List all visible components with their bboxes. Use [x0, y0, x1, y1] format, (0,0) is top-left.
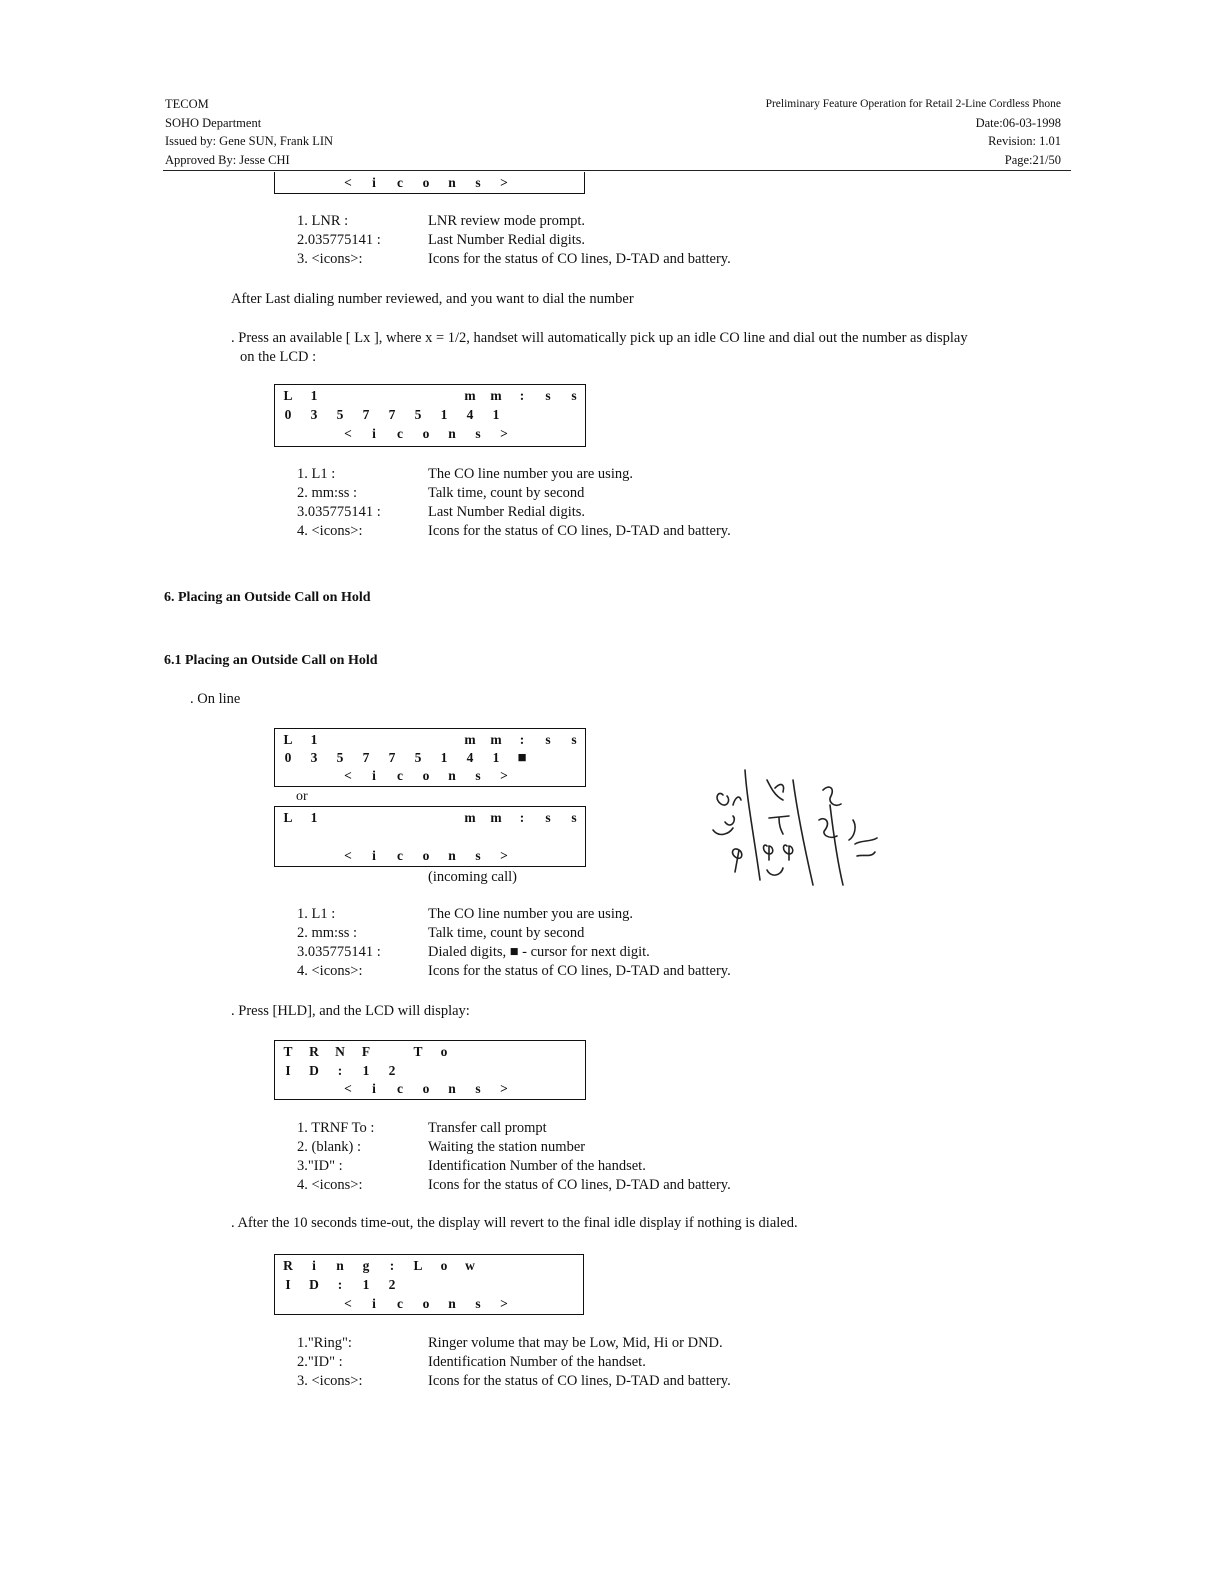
lcd-char: R: [283, 1258, 293, 1273]
lcd-char: :: [519, 732, 525, 747]
legend-key: 1. L1 :: [297, 466, 336, 482]
legend-value: Waiting the station number: [428, 1139, 586, 1155]
legend-key: 3.035775141 :: [297, 944, 381, 960]
legend-key: 1."Ring":: [297, 1335, 352, 1351]
legend-key: 2. mm:ss :: [297, 485, 358, 501]
legend-idle: [297, 1335, 857, 1395]
lcd-char: n: [448, 426, 456, 441]
lcd-char: :: [519, 810, 525, 825]
lcd-char: 3: [310, 407, 318, 422]
legend-key: 3. <icons>:: [297, 1373, 363, 1389]
legend-value: Identification Number of the handset.: [428, 1158, 646, 1174]
lcd-char: N: [335, 1044, 345, 1059]
legend-lnr: [297, 213, 857, 273]
lcd-char: n: [448, 1081, 456, 1096]
lcd-char: <: [344, 426, 352, 441]
lcd-display-lnr: [274, 172, 585, 194]
lcd-char: o: [422, 848, 430, 863]
lcd-char: m: [464, 810, 476, 825]
legend-value: Icons for the status of CO lines, D-TAD and battery.: [428, 251, 731, 267]
company-name: TECOM: [165, 97, 209, 111]
lcd-char: s: [475, 175, 481, 190]
legend-value: Ringer volume that may be Low, Mid, Hi or DND.: [428, 1335, 723, 1351]
lcd-display-transfer: [274, 1040, 586, 1100]
lcd-char: m: [490, 810, 502, 825]
lcd-char: s: [545, 810, 551, 825]
legend-value: Last Number Redial digits.: [428, 232, 586, 248]
lcd-char: <: [344, 768, 352, 783]
lcd-char: 7: [362, 750, 370, 765]
legend-transfer: [297, 1120, 857, 1200]
lcd-char: n: [448, 175, 456, 190]
lcd-char: >: [500, 768, 508, 783]
lcd-char: i: [372, 768, 376, 783]
lcd-char: L: [283, 810, 293, 825]
paragraph-press-lx: . Press an available [ Lx ], where x = 1/2, handset will automatically pick up an idle CO line and dial out the number as display: [231, 330, 968, 346]
lcd-char: 5: [336, 750, 344, 765]
lcd-char: >: [500, 175, 508, 190]
lcd-char: m: [490, 732, 502, 747]
legend-key: 1. LNR :: [297, 213, 349, 229]
legend-key: 4. <icons>:: [297, 1177, 363, 1193]
lcd-char: n: [448, 768, 456, 783]
lcd-char: s: [571, 732, 577, 747]
lcd-char: 5: [414, 407, 422, 422]
lcd-char: m: [464, 388, 476, 403]
paragraph-press-hld: . Press [HLD], and the LCD will display:: [231, 1003, 470, 1019]
lcd-char: <: [344, 1081, 352, 1096]
legend-value: Dialed digits, ■ - cursor for next digit.: [428, 944, 650, 960]
legend-value: The CO line number you are using.: [428, 466, 633, 482]
lcd-char: 1: [440, 407, 448, 422]
header-left: [165, 95, 525, 169]
lcd-char: s: [545, 732, 551, 747]
lcd-char: i: [372, 426, 376, 441]
lcd-char: o: [422, 768, 430, 783]
legend-key: 1. TRNF To :: [297, 1120, 375, 1136]
approved-by: Approved By: Jesse CHI: [165, 152, 290, 167]
lcd-char: s: [475, 768, 481, 783]
lcd-char: c: [397, 426, 403, 441]
lcd-char: g: [362, 1258, 370, 1273]
lcd-char: T: [413, 1044, 423, 1059]
paragraph-after-lnr: After Last dialing number reviewed, and you want to dial the number: [231, 291, 634, 307]
lcd-char: L: [413, 1258, 423, 1273]
issued-by: Issued by: Gene SUN, Frank LIN: [165, 134, 334, 148]
legend-value: Identification Number of the handset.: [428, 1354, 646, 1370]
lcd-char: i: [372, 848, 376, 863]
document-date: Date:06-03-1998: [975, 115, 1061, 130]
lcd-char: 0: [284, 407, 292, 422]
lcd-char: 2: [388, 1277, 396, 1292]
legend-redial: [297, 466, 857, 546]
lcd-char: 1: [310, 810, 318, 825]
lcd-char: s: [545, 388, 551, 403]
legend-key: 4. <icons>:: [297, 523, 363, 539]
lcd-display-incoming: [274, 806, 586, 867]
legend-value: Icons for the status of CO lines, D-TAD and battery.: [428, 1373, 731, 1389]
lcd-char: >: [500, 1081, 508, 1096]
lcd-char: m: [464, 732, 476, 747]
legend-key: 1. L1 :: [297, 906, 336, 922]
lcd-char: 1: [310, 388, 318, 403]
lcd-char: L: [283, 388, 293, 403]
lcd-char: s: [571, 388, 577, 403]
document-revision: Revision: 1.01: [988, 134, 1061, 148]
lcd-char: 7: [388, 750, 396, 765]
legend-key: 2.035775141 :: [297, 232, 381, 248]
lcd-char: :: [519, 388, 525, 403]
lcd-char: o: [422, 175, 430, 190]
lcd-display-redial: [274, 384, 586, 447]
lcd-char: i: [312, 1258, 316, 1273]
lcd-char: D: [309, 1277, 319, 1292]
lcd-char: <: [344, 848, 352, 863]
lcd-char: s: [475, 1081, 481, 1096]
lcd-display-on-line: [274, 728, 586, 787]
lcd-char: i: [372, 175, 376, 190]
lcd-cursor: ■: [517, 750, 527, 766]
legend-value: Transfer call prompt: [428, 1120, 547, 1136]
lcd-char: 5: [336, 407, 344, 422]
lcd-char: 1: [492, 407, 500, 422]
lcd-char: <: [344, 1296, 352, 1311]
legend-value: Icons for the status of CO lines, D-TAD and battery.: [428, 523, 731, 539]
lcd-char: 4: [466, 407, 474, 422]
lcd-char: I: [285, 1063, 291, 1078]
lcd-char: c: [397, 1296, 403, 1311]
lcd-char: s: [571, 810, 577, 825]
legend-key: 3. <icons>:: [297, 251, 363, 267]
handwritten-signature: [705, 760, 895, 890]
page-number: Page:21/50: [1004, 152, 1061, 167]
lcd-char: 2: [388, 1063, 396, 1078]
lcd-char: T: [283, 1044, 293, 1059]
section-heading-6-1: 6.1 Placing an Outside Call on Hold: [164, 653, 378, 668]
lcd-char: D: [309, 1063, 319, 1078]
lcd-char: i: [372, 1081, 376, 1096]
lcd-char: o: [440, 1044, 448, 1059]
lcd-char: :: [337, 1277, 343, 1292]
department: SOHO Department: [165, 115, 262, 130]
lcd-char: o: [440, 1258, 448, 1273]
lcd-char: c: [397, 848, 403, 863]
lcd-char: 1: [492, 750, 500, 765]
legend-key: 3.035775141 :: [297, 504, 381, 520]
paragraph-press-lx-cont: on the LCD :: [240, 349, 317, 365]
lcd-char: 3: [310, 750, 318, 765]
lcd-char: 7: [388, 407, 396, 422]
lcd-char: o: [422, 1081, 430, 1096]
lcd-char: 1: [362, 1063, 370, 1078]
lcd-char: s: [475, 1296, 481, 1311]
or-label: or: [296, 789, 308, 804]
legend-value: Last Number Redial digits.: [428, 504, 586, 520]
lcd-char: >: [500, 426, 508, 441]
lcd-display-idle: [274, 1254, 584, 1315]
legend-value: The CO line number you are using.: [428, 906, 633, 922]
lcd-char: :: [389, 1258, 395, 1273]
legend-on-line: [297, 906, 857, 986]
incoming-call-caption: (incoming call): [428, 869, 517, 885]
lcd-char: 4: [466, 750, 474, 765]
lcd-char: 7: [362, 407, 370, 422]
lcd-char: :: [337, 1063, 343, 1078]
lcd-char: m: [490, 388, 502, 403]
lcd-char: n: [336, 1258, 344, 1273]
lcd-char: 1: [362, 1277, 370, 1292]
lcd-char: n: [448, 848, 456, 863]
lcd-char: o: [422, 426, 430, 441]
lcd-char: s: [475, 848, 481, 863]
legend-value: LNR review mode prompt.: [428, 213, 586, 229]
header-right: [640, 95, 1061, 169]
lcd-char: i: [372, 1296, 376, 1311]
on-line-label: . On line: [190, 691, 241, 707]
legend-value: Talk time, count by second: [428, 925, 585, 941]
lcd-char: L: [283, 732, 293, 747]
legend-key: 2. (blank) :: [297, 1139, 362, 1155]
header-rule: [163, 170, 1071, 171]
paragraph-timeout: . After the 10 seconds time-out, the display will revert to the final idle display if nothing is dialed.: [231, 1215, 798, 1231]
lcd-char: >: [500, 848, 508, 863]
document-title: Preliminary Feature Operation for Retail 2-Line Cordless Phone: [765, 98, 1061, 110]
lcd-char: c: [397, 1081, 403, 1096]
legend-value: Talk time, count by second: [428, 485, 585, 501]
lcd-char: 1: [310, 732, 318, 747]
lcd-char: c: [397, 768, 403, 783]
lcd-char: n: [448, 1296, 456, 1311]
lcd-char: 1: [440, 750, 448, 765]
lcd-char: c: [397, 175, 403, 190]
lcd-char: 5: [414, 750, 422, 765]
legend-key: 4. <icons>:: [297, 963, 363, 979]
section-heading-6: 6. Placing an Outside Call on Hold: [164, 590, 371, 605]
lcd-char: 0: [284, 750, 292, 765]
lcd-char: I: [285, 1277, 291, 1292]
lcd-char: <: [344, 175, 352, 190]
lcd-char: R: [309, 1044, 319, 1059]
lcd-char: >: [500, 1296, 508, 1311]
lcd-char: F: [361, 1044, 371, 1059]
legend-key: 2."ID" :: [297, 1354, 343, 1370]
lcd-char: w: [465, 1258, 475, 1273]
lcd-char: s: [475, 426, 481, 441]
legend-value: Icons for the status of CO lines, D-TAD and battery.: [428, 1177, 731, 1193]
legend-key: 2. mm:ss :: [297, 925, 358, 941]
lcd-char: o: [422, 1296, 430, 1311]
legend-value: Icons for the status of CO lines, D-TAD and battery.: [428, 963, 731, 979]
legend-key: 3."ID" :: [297, 1158, 343, 1174]
